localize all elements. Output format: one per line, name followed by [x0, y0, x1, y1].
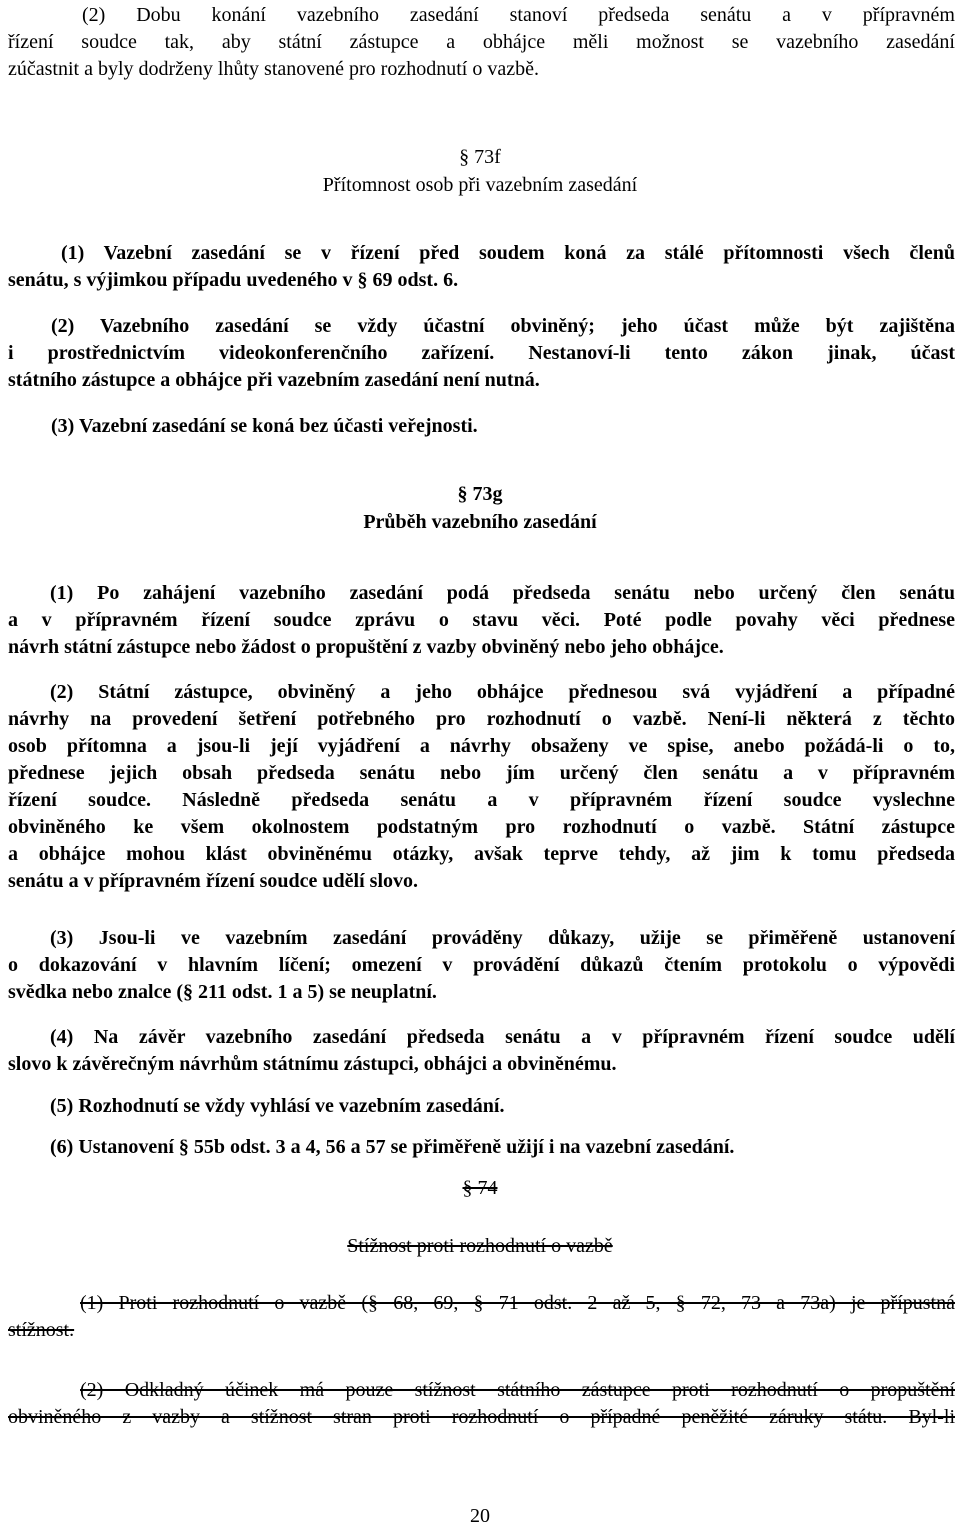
section-title: Stížnost proti rozhodnutí o vazbě [347, 1235, 613, 1257]
paragraph-73f-1 [8, 240, 955, 294]
text-line: senátu a v přípravném řízení soudce udělí slovo. [8, 870, 419, 892]
text-line: stížnost. [8, 1319, 75, 1341]
text-line: (2) Dobu konání vazebního zasedání stanoví předseda senátu a v přípravném [82, 4, 955, 26]
text-line: (2) Vazebního zasedání se vždy účastní obviněný; jeho účast může být zajištěna [51, 315, 955, 337]
section-number: § 73f [459, 146, 501, 168]
text-line: a obhájce mohou klást obviněnému otázky, avšak teprve tehdy, až jim k tomu předseda [8, 843, 955, 865]
text-line: (1) Proti rozhodnutí o vazbě (§ 68, 69, § 71 odst. 2 až 5, § 72, 73 a 73a) je přípustná [80, 1292, 955, 1314]
text-line: (3) Jsou-li ve vazebním zasedání prováděny důkazy, užije se přiměřeně ustanovení [50, 927, 955, 949]
page-number: 20 [470, 1505, 490, 1527]
text-line: řízení soudce tak, aby státní zástupce a obhájce měli možnost se vazebního zasedání [8, 31, 955, 53]
paragraph-74-2 [8, 1377, 955, 1431]
paragraph-73g-4 [8, 1024, 955, 1078]
text-line: obviněného ke všem okolnostem podstatným pro rozhodnutí o vazbě. Státní zástupce [8, 816, 955, 838]
section-title: Průběh vazebního zasedání [363, 511, 597, 533]
paragraph-74-1 [8, 1290, 955, 1344]
text-line: státního zástupce a obhájce při vazebním zasedání není nutná. [8, 369, 540, 391]
text-line: návrh státní zástupce nebo žádost o propuštění z vazby obviněný nebo jeho obhájce. [8, 636, 724, 658]
text-line: slovo k závěrečným návrhům státnímu zástupci, obhájci a obviněnému. [8, 1053, 617, 1075]
paragraph-73g-3 [8, 925, 955, 1006]
paragraph-continued [8, 2, 955, 83]
section-number: § 74 [462, 1177, 498, 1199]
paragraph-73f-3: (3) Vazební zasedání se koná bez účasti veřejnosti. [51, 415, 478, 437]
text-line: i prostřednictvím videokonferenčního zařízení. Nestanoví-li tento zákon jinak, účast [8, 342, 955, 364]
text-line: (2) Státní zástupce, obviněný a jeho obhájce přednesou svá vyjádření a případné [50, 681, 955, 703]
text-line: (2) Odkladný účinek má pouze stížnost státního zástupce proti rozhodnutí o propuštění [80, 1379, 955, 1401]
paragraph-73g-5: (5) Rozhodnutí se vždy vyhlásí ve vazebním zasedání. [50, 1095, 505, 1117]
text-line: senátu, s výjimkou případu uvedeného v § 69 odst. 6. [8, 269, 459, 291]
paragraph-73f-2 [8, 313, 955, 394]
text-line: návrhy na provedení šetření potřebného pro rozhodnutí o vazbě. Není-li některá z těchto [8, 708, 955, 730]
text-line: zúčastnit a byly dodrženy lhůty stanovené pro rozhodnutí o vazbě. [8, 58, 539, 80]
text-line: (1) Po zahájení vazebního zasedání podá předseda senátu nebo určený člen senátu [50, 582, 955, 604]
section-title: Přítomnost osob při vazebním zasedání [322, 174, 638, 196]
paragraph-73g-2 [8, 679, 955, 895]
text-line: a v přípravném řízení soudce zprávu o stavu věci. Poté podle povahy věci přednese [8, 609, 955, 631]
text-line: (4) Na závěr vazebního zasedání předseda senátu a v přípravném řízení soudce udělí [50, 1026, 955, 1048]
paragraph-73g-6: (6) Ustanovení § 55b odst. 3 a 4, 56 a 57 se přiměřeně užijí i na vazební zasedání. [50, 1136, 735, 1158]
text-line: řízení soudce. Následně předseda senátu a v přípravném řízení soudce vyslechne [8, 789, 955, 811]
text-line: osob přítomna a jsou-li její vyjádření a návrhy obsaženy ve spise, anebo požádá-li o to, [8, 735, 955, 757]
text-line: obviněného z vazby a stížnost stran proti rozhodnutí o případné peněžité záruky státu. Byl-li [8, 1406, 955, 1428]
text-line: o dokazování v hlavním líčení; omezení v provádění důkazů čtením protokolu o výpovědi [8, 954, 955, 976]
text-line: svědka nebo znalce (§ 211 odst. 1 a 5) se neuplatní. [8, 981, 437, 1003]
text-line: přednese jejich obsah předseda senátu nebo jím určený člen senátu a v přípravném [8, 762, 955, 784]
section-number: § 73g [457, 483, 503, 505]
text-line: (1) Vazební zasedání se v řízení před soudem koná za stálé přítomnosti všech členů [61, 242, 955, 264]
paragraph-73g-1 [8, 580, 955, 661]
